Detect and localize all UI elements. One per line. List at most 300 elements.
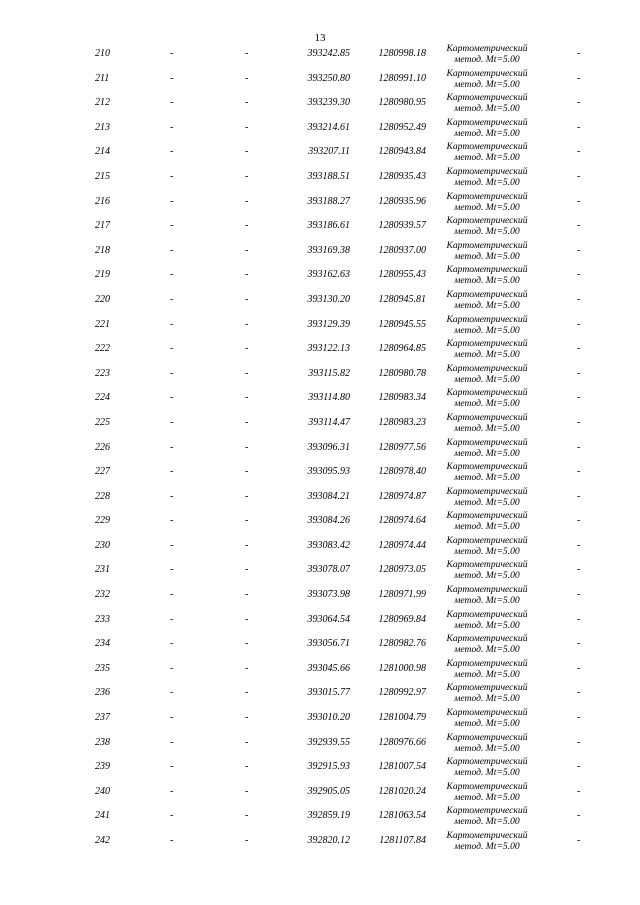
coordinates-table — [0, 42, 640, 854]
method-line-1: Картометрический — [446, 165, 528, 177]
empty-value-cell: - — [245, 48, 249, 59]
x-coordinate-cell: 393214.61 — [307, 121, 350, 133]
method-cell — [432, 755, 542, 781]
method-line-2: метод. Mt=5.00 — [454, 176, 520, 188]
empty-value-cell: - — [577, 441, 581, 453]
method-line-2: метод. Mt=5.00 — [454, 54, 520, 65]
empty-value-cell: - — [577, 835, 581, 846]
point-number-cell: 219 — [95, 269, 110, 281]
method-line-2: метод. Mt=5.00 — [454, 767, 520, 779]
method-line-1: Картометрический — [446, 780, 528, 792]
empty-value-cell: - — [245, 392, 249, 404]
y-coordinate-cell: 1280982.76 — [378, 638, 426, 650]
empty-value-cell: - — [245, 515, 249, 527]
y-coordinate-cell: 1280964.85 — [378, 343, 426, 355]
y-coordinate-cell: 1280974.44 — [378, 539, 426, 551]
x-coordinate-cell: 392939.55 — [307, 736, 350, 748]
y-coordinate-cell: 1280980.78 — [378, 367, 426, 379]
method-line-2: метод. Mt=5.00 — [454, 496, 520, 508]
method-cell — [432, 780, 542, 806]
table-row — [0, 337, 640, 362]
method-line-1: Картометрический — [446, 510, 528, 522]
table-row — [0, 239, 640, 264]
method-cell — [432, 386, 542, 412]
method-cell — [432, 436, 542, 462]
empty-value-cell: - — [170, 712, 174, 724]
method-line-2: метод. Mt=5.00 — [454, 373, 520, 385]
method-line-1: Картометрический — [446, 461, 528, 473]
x-coordinate-cell: 393073.98 — [307, 589, 350, 601]
empty-value-cell: - — [245, 343, 249, 355]
empty-value-cell: - — [245, 121, 249, 133]
point-number-cell: 231 — [95, 564, 110, 576]
empty-value-cell: - — [577, 515, 581, 527]
x-coordinate-cell: 393114.47 — [308, 416, 350, 428]
empty-value-cell: - — [170, 687, 174, 699]
empty-value-cell: - — [245, 589, 249, 601]
method-line-2: метод. Mt=5.00 — [454, 422, 520, 434]
y-coordinate-cell: 1280977.56 — [378, 441, 426, 453]
empty-value-cell: - — [245, 662, 249, 674]
point-number-cell: 235 — [95, 662, 110, 674]
method-cell — [432, 731, 542, 757]
method-line-2: метод. Mt=5.00 — [454, 841, 520, 852]
method-cell — [432, 337, 542, 363]
empty-value-cell: - — [170, 662, 174, 674]
x-coordinate-cell: 393096.31 — [307, 441, 350, 453]
empty-value-cell: - — [245, 687, 249, 699]
empty-value-cell: - — [170, 121, 174, 133]
point-number-cell: 240 — [95, 785, 110, 797]
y-coordinate-cell: 1280945.55 — [378, 318, 426, 330]
table-row — [0, 288, 640, 313]
method-line-2: метод. Mt=5.00 — [454, 472, 520, 484]
empty-value-cell: - — [170, 293, 174, 305]
y-coordinate-cell: 1280980.95 — [378, 97, 426, 109]
method-line-1: Картометрический — [446, 141, 528, 153]
x-coordinate-cell: 393064.54 — [307, 613, 350, 625]
method-line-2: метод. Mt=5.00 — [454, 349, 520, 361]
empty-value-cell: - — [170, 761, 174, 773]
method-line-1: Картометрический — [446, 559, 528, 571]
page-number: 13 — [314, 32, 326, 44]
empty-value-cell: - — [170, 170, 174, 182]
method-cell — [432, 558, 542, 584]
method-cell — [432, 165, 542, 191]
point-number-cell: 224 — [95, 392, 110, 404]
empty-value-cell: - — [170, 515, 174, 527]
point-number-cell: 234 — [95, 638, 110, 650]
point-number-cell: 233 — [95, 613, 110, 625]
table-row — [0, 534, 640, 559]
empty-value-cell: - — [245, 638, 249, 650]
empty-value-cell: - — [170, 785, 174, 797]
table-row — [0, 681, 640, 706]
x-coordinate-cell: 393188.51 — [307, 170, 350, 182]
point-number-cell: 237 — [95, 712, 110, 724]
empty-value-cell: - — [170, 343, 174, 355]
empty-value-cell: - — [245, 220, 249, 232]
method-line-1: Картометрический — [446, 830, 528, 841]
y-coordinate-cell: 1281063.54 — [378, 810, 426, 822]
point-number-cell: 229 — [95, 515, 110, 527]
x-coordinate-cell: 393250.80 — [307, 72, 350, 84]
method-line-1: Картометрический — [446, 633, 528, 645]
x-coordinate-cell: 393084.26 — [307, 515, 350, 527]
y-coordinate-cell: 1280992.97 — [378, 687, 426, 699]
method-line-1: Картометрический — [446, 411, 528, 423]
empty-value-cell: - — [577, 343, 581, 355]
y-coordinate-cell: 1280976.66 — [378, 736, 426, 748]
point-number-cell: 227 — [95, 466, 110, 478]
method-line-2: метод. Mt=5.00 — [454, 545, 520, 557]
method-line-1: Картометрический — [446, 805, 528, 817]
x-coordinate-cell: 393122.13 — [307, 343, 350, 355]
method-line-2: метод. Mt=5.00 — [454, 250, 520, 262]
empty-value-cell: - — [245, 712, 249, 724]
empty-value-cell: - — [170, 195, 174, 207]
empty-value-cell: - — [170, 810, 174, 822]
method-cell — [432, 534, 542, 560]
method-cell — [432, 288, 542, 314]
method-cell — [432, 239, 542, 265]
table-row — [0, 657, 640, 682]
y-coordinate-cell: 1280935.43 — [378, 170, 426, 182]
empty-value-cell: - — [245, 564, 249, 576]
method-cell — [432, 583, 542, 609]
method-cell — [432, 706, 542, 732]
empty-value-cell: - — [577, 195, 581, 207]
method-line-1: Картометрический — [446, 731, 528, 743]
y-coordinate-cell: 1280998.18 — [378, 48, 426, 59]
y-coordinate-cell: 1280955.43 — [378, 269, 426, 281]
method-line-1: Картометрический — [446, 239, 528, 251]
table-row — [0, 362, 640, 387]
point-number-cell: 215 — [95, 170, 110, 182]
empty-value-cell: - — [170, 736, 174, 748]
empty-value-cell: - — [577, 613, 581, 625]
method-line-2: метод. Mt=5.00 — [454, 718, 520, 730]
table-row — [0, 190, 640, 215]
method-line-1: Картометрический — [446, 657, 528, 669]
empty-value-cell: - — [577, 687, 581, 699]
point-number-cell: 223 — [95, 367, 110, 379]
method-cell — [432, 140, 542, 166]
method-line-2: метод. Mt=5.00 — [454, 816, 520, 828]
method-line-2: метод. Mt=5.00 — [454, 447, 520, 459]
method-line-1: Картометрический — [446, 92, 528, 104]
method-cell — [432, 804, 542, 830]
method-line-1: Картометрический — [446, 116, 528, 128]
method-line-2: метод. Mt=5.00 — [454, 78, 520, 90]
empty-value-cell: - — [170, 392, 174, 404]
point-number-cell: 216 — [95, 195, 110, 207]
method-line-1: Картометрический — [446, 362, 528, 374]
method-line-1: Картометрический — [446, 338, 528, 350]
x-coordinate-cell: 393078.07 — [307, 564, 350, 576]
empty-value-cell: - — [577, 736, 581, 748]
x-coordinate-cell: 393115.82 — [308, 367, 350, 379]
method-line-1: Картометрический — [446, 534, 528, 546]
x-coordinate-cell: 393207.11 — [308, 146, 350, 158]
table-row — [0, 214, 640, 239]
table-row — [0, 460, 640, 485]
x-coordinate-cell: 393130.20 — [307, 293, 350, 305]
method-line-1: Картометрический — [446, 190, 528, 202]
method-line-1: Картометрический — [446, 43, 528, 54]
table-row — [0, 411, 640, 436]
table-row — [0, 608, 640, 633]
method-line-1: Картометрический — [446, 387, 528, 399]
table-row — [0, 67, 640, 92]
method-cell — [432, 116, 542, 142]
table-row — [0, 804, 640, 829]
point-number-cell: 241 — [95, 810, 110, 822]
empty-value-cell: - — [245, 146, 249, 158]
empty-value-cell: - — [577, 48, 581, 59]
empty-value-cell: - — [245, 244, 249, 256]
empty-value-cell: - — [577, 293, 581, 305]
empty-value-cell: - — [245, 170, 249, 182]
empty-value-cell: - — [170, 416, 174, 428]
empty-value-cell: - — [170, 589, 174, 601]
empty-value-cell: - — [245, 810, 249, 822]
point-number-cell: 225 — [95, 416, 110, 428]
method-cell — [432, 460, 542, 486]
point-number-cell: 218 — [95, 244, 110, 256]
point-number-cell: 214 — [95, 146, 110, 158]
empty-value-cell: - — [577, 416, 581, 428]
empty-value-cell: - — [245, 367, 249, 379]
table-row — [0, 165, 640, 190]
y-coordinate-cell: 1280991.10 — [378, 72, 426, 84]
empty-value-cell: - — [577, 589, 581, 601]
empty-value-cell: - — [245, 785, 249, 797]
table-row — [0, 386, 640, 411]
method-line-1: Картометрический — [446, 313, 528, 325]
empty-value-cell: - — [170, 638, 174, 650]
y-coordinate-cell: 1281007.54 — [378, 761, 426, 773]
empty-value-cell: - — [170, 72, 174, 84]
table-row — [0, 140, 640, 165]
y-coordinate-cell: 1280973.05 — [378, 564, 426, 576]
point-number-cell: 210 — [95, 48, 110, 59]
empty-value-cell: - — [170, 539, 174, 551]
x-coordinate-cell: 392859.19 — [307, 810, 350, 822]
method-line-2: метод. Mt=5.00 — [454, 152, 520, 164]
empty-value-cell: - — [577, 392, 581, 404]
point-number-cell: 232 — [95, 589, 110, 601]
method-line-2: метод. Mt=5.00 — [454, 570, 520, 582]
method-line-1: Картометрический — [446, 756, 528, 768]
point-number-cell: 221 — [95, 318, 110, 330]
empty-value-cell: - — [245, 761, 249, 773]
table-row — [0, 780, 640, 805]
empty-value-cell: - — [245, 318, 249, 330]
table-row — [0, 42, 640, 67]
empty-value-cell: - — [245, 293, 249, 305]
method-line-2: метод. Mt=5.00 — [454, 644, 520, 656]
method-cell — [432, 632, 542, 658]
y-coordinate-cell: 1281020.24 — [378, 785, 426, 797]
y-coordinate-cell: 1281000.98 — [378, 662, 426, 674]
empty-value-cell: - — [170, 564, 174, 576]
method-cell — [432, 411, 542, 437]
x-coordinate-cell: 392915.93 — [307, 761, 350, 773]
method-cell — [432, 91, 542, 117]
x-coordinate-cell: 393162.63 — [307, 269, 350, 281]
x-coordinate-cell: 393242.85 — [307, 48, 350, 59]
empty-value-cell: - — [170, 97, 174, 109]
empty-value-cell: - — [170, 613, 174, 625]
y-coordinate-cell: 1280978.40 — [378, 466, 426, 478]
point-number-cell: 211 — [95, 72, 110, 84]
x-coordinate-cell: 393045.66 — [307, 662, 350, 674]
method-cell — [432, 190, 542, 216]
method-cell — [432, 681, 542, 707]
point-number-cell: 213 — [95, 121, 110, 133]
empty-value-cell: - — [245, 416, 249, 428]
y-coordinate-cell: 1281107.84 — [379, 835, 426, 846]
empty-value-cell: - — [245, 269, 249, 281]
table-row — [0, 583, 640, 608]
method-line-2: метод. Mt=5.00 — [454, 275, 520, 287]
x-coordinate-cell: 393010.20 — [307, 712, 350, 724]
method-line-1: Картометрический — [446, 215, 528, 227]
method-line-1: Картометрический — [446, 264, 528, 276]
empty-value-cell: - — [245, 97, 249, 109]
empty-value-cell: - — [245, 539, 249, 551]
table-row — [0, 116, 640, 141]
method-line-2: метод. Mt=5.00 — [454, 791, 520, 803]
x-coordinate-cell: 393188.27 — [307, 195, 350, 207]
point-number-cell: 220 — [95, 293, 110, 305]
point-number-cell: 230 — [95, 539, 110, 551]
method-cell — [432, 829, 542, 855]
empty-value-cell: - — [245, 466, 249, 478]
empty-value-cell: - — [170, 269, 174, 281]
empty-value-cell: - — [577, 146, 581, 158]
y-coordinate-cell: 1280943.84 — [378, 146, 426, 158]
y-coordinate-cell: 1280945.81 — [378, 293, 426, 305]
x-coordinate-cell: 393169.38 — [307, 244, 350, 256]
empty-value-cell: - — [245, 72, 249, 84]
method-cell — [432, 67, 542, 93]
point-number-cell: 222 — [95, 343, 110, 355]
empty-value-cell: - — [577, 170, 581, 182]
x-coordinate-cell: 393083.42 — [307, 539, 350, 551]
empty-value-cell: - — [170, 220, 174, 232]
empty-value-cell: - — [245, 613, 249, 625]
point-number-cell: 226 — [95, 441, 110, 453]
method-line-2: метод. Mt=5.00 — [454, 619, 520, 631]
empty-value-cell: - — [170, 835, 174, 846]
y-coordinate-cell: 1280935.96 — [378, 195, 426, 207]
y-coordinate-cell: 1281004.79 — [378, 712, 426, 724]
method-line-2: метод. Mt=5.00 — [454, 226, 520, 238]
method-line-1: Картометрический — [446, 288, 528, 300]
empty-value-cell: - — [577, 244, 581, 256]
empty-value-cell: - — [577, 785, 581, 797]
method-cell — [432, 214, 542, 240]
y-coordinate-cell: 1280983.34 — [378, 392, 426, 404]
table-row — [0, 509, 640, 534]
empty-value-cell: - — [170, 48, 174, 59]
point-number-cell: 242 — [95, 835, 110, 846]
empty-value-cell: - — [170, 244, 174, 256]
table-row — [0, 313, 640, 338]
point-number-cell: 238 — [95, 736, 110, 748]
empty-value-cell: - — [577, 121, 581, 133]
empty-value-cell: - — [245, 835, 249, 846]
x-coordinate-cell: 392820.12 — [307, 835, 350, 846]
method-line-1: Картометрический — [446, 682, 528, 694]
x-coordinate-cell: 393015.77 — [307, 687, 350, 699]
empty-value-cell: - — [170, 146, 174, 158]
empty-value-cell: - — [577, 638, 581, 650]
method-cell — [432, 608, 542, 634]
empty-value-cell: - — [245, 441, 249, 453]
empty-value-cell: - — [577, 810, 581, 822]
method-cell — [432, 42, 542, 68]
table-row — [0, 632, 640, 657]
method-cell — [432, 263, 542, 289]
table-row — [0, 731, 640, 756]
empty-value-cell: - — [577, 490, 581, 502]
y-coordinate-cell: 1280939.57 — [378, 220, 426, 232]
empty-value-cell: - — [245, 736, 249, 748]
method-line-2: метод. Mt=5.00 — [454, 299, 520, 311]
empty-value-cell: - — [170, 318, 174, 330]
x-coordinate-cell: 393095.93 — [307, 466, 350, 478]
method-cell — [432, 362, 542, 388]
table-row — [0, 485, 640, 510]
x-coordinate-cell: 392905.05 — [307, 785, 350, 797]
y-coordinate-cell: 1280974.87 — [378, 490, 426, 502]
empty-value-cell: - — [170, 441, 174, 453]
method-line-2: метод. Mt=5.00 — [454, 742, 520, 754]
empty-value-cell: - — [577, 761, 581, 773]
method-line-1: Картометрический — [446, 67, 528, 79]
empty-value-cell: - — [577, 318, 581, 330]
method-line-2: метод. Mt=5.00 — [454, 398, 520, 410]
empty-value-cell: - — [170, 367, 174, 379]
y-coordinate-cell: 1280969.84 — [378, 613, 426, 625]
y-coordinate-cell: 1280971.99 — [378, 589, 426, 601]
table-row — [0, 436, 640, 461]
point-number-cell: 228 — [95, 490, 110, 502]
empty-value-cell: - — [577, 662, 581, 674]
table-row — [0, 91, 640, 116]
x-coordinate-cell: 393056.71 — [307, 638, 350, 650]
empty-value-cell: - — [577, 564, 581, 576]
empty-value-cell: - — [245, 490, 249, 502]
method-line-2: метод. Mt=5.00 — [454, 595, 520, 607]
empty-value-cell: - — [577, 220, 581, 232]
method-cell — [432, 657, 542, 683]
x-coordinate-cell: 393239.30 — [307, 97, 350, 109]
y-coordinate-cell: 1280937.00 — [378, 244, 426, 256]
empty-value-cell: - — [577, 539, 581, 551]
point-number-cell: 212 — [95, 97, 110, 109]
empty-value-cell: - — [577, 72, 581, 84]
point-number-cell: 217 — [95, 220, 110, 232]
empty-value-cell: - — [577, 269, 581, 281]
table-row — [0, 706, 640, 731]
table-row — [0, 263, 640, 288]
method-line-1: Картометрический — [446, 485, 528, 497]
method-cell — [432, 509, 542, 535]
